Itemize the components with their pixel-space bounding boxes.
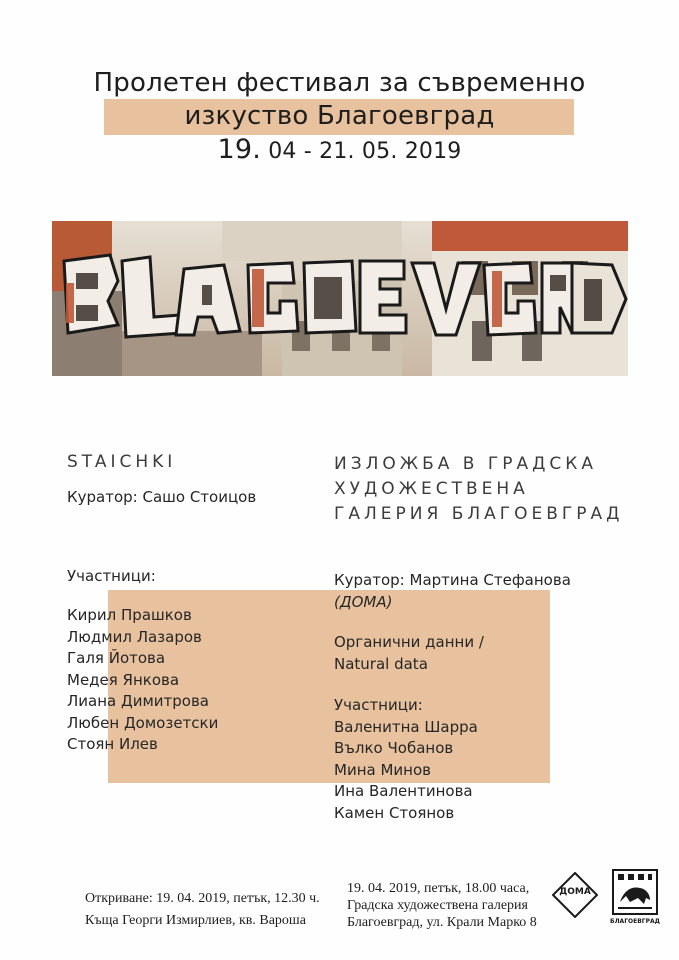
gallery-title-line: ГАЛЕРИЯ БЛАГОЕВГРАД — [334, 504, 624, 524]
left-participant: Любен Домозетски — [67, 713, 219, 732]
right-participant: Мина Минов — [334, 760, 431, 779]
gallery-address: Благоевград, ул. Крали Марко 8 — [347, 915, 537, 930]
festival-title-line-2: изкуство Благоевград — [184, 101, 495, 131]
left-participant: Галя Йотова — [67, 649, 166, 667]
right-participant: Ина Валентинова — [334, 782, 473, 800]
right-curator-org: (ДОМА) — [334, 592, 393, 611]
opening-venue: Къща Георги Измирлиев, кв. Вароша — [85, 913, 306, 928]
left-participants-list — [67, 605, 218, 756]
left-participant: Стоян Илев — [67, 735, 158, 753]
gallery-datetime: 19. 04. 2019, петък, 18.00 часа, — [347, 881, 530, 896]
left-participants-label: Участници: — [67, 567, 156, 585]
banner-photo-collage — [52, 221, 628, 376]
left-participant: Медея Янкова — [67, 670, 180, 689]
festival-dates — [0, 134, 679, 165]
right-participant: Вълко Чобанов — [334, 739, 454, 757]
project-title — [334, 632, 484, 675]
project-title-bg: Органични данни / — [334, 633, 484, 651]
right-participants-label: Участници: — [334, 696, 423, 714]
right-participant: Валенитна Шарра — [334, 717, 478, 736]
staichki-title: STAICHKI — [67, 452, 177, 472]
gallery-name: Градска художествена галерия — [347, 898, 528, 913]
festival-title-line-1: Пролетен фестивал за съвременно — [93, 68, 586, 98]
gallery-opening-info — [347, 880, 537, 931]
city-crest-icon — [610, 868, 660, 918]
left-participant: Кирил Прашков — [67, 606, 192, 624]
right-participant: Камен Стоянов — [334, 803, 455, 822]
banner-photo-graphic — [52, 221, 628, 376]
right-curator-block — [334, 570, 571, 613]
opening-info — [85, 890, 320, 929]
doma-logo — [552, 872, 598, 918]
right-curator: Куратор: Мартина Стефанова — [334, 571, 571, 589]
gallery-exhibition-title — [334, 452, 623, 527]
opening-datetime: Откриване: 19. 04. 2019, петък, 12.30 ч. — [85, 891, 320, 906]
doma-logo-text: ДОМА — [559, 887, 591, 897]
blagoevgrad-crest — [610, 868, 660, 932]
left-participant: Людмил Лазаров — [67, 627, 202, 646]
gallery-title-line: ИЗЛОЖБА В ГРАДСКА — [334, 454, 597, 474]
date-day: 19. — [217, 134, 262, 165]
left-curator: Куратор: Сашо Стоицов — [67, 488, 257, 506]
gallery-title-line: ХУДОЖЕСТВЕНА — [334, 479, 529, 499]
right-participants — [334, 695, 478, 824]
city-crest-label: БЛАГОЕВГРАД — [610, 918, 661, 925]
project-title-en: Natural data — [334, 654, 428, 673]
left-participant: Лиана Димитрова — [67, 692, 209, 710]
date-rest: 04 - 21. 05. 2019 — [261, 139, 462, 164]
